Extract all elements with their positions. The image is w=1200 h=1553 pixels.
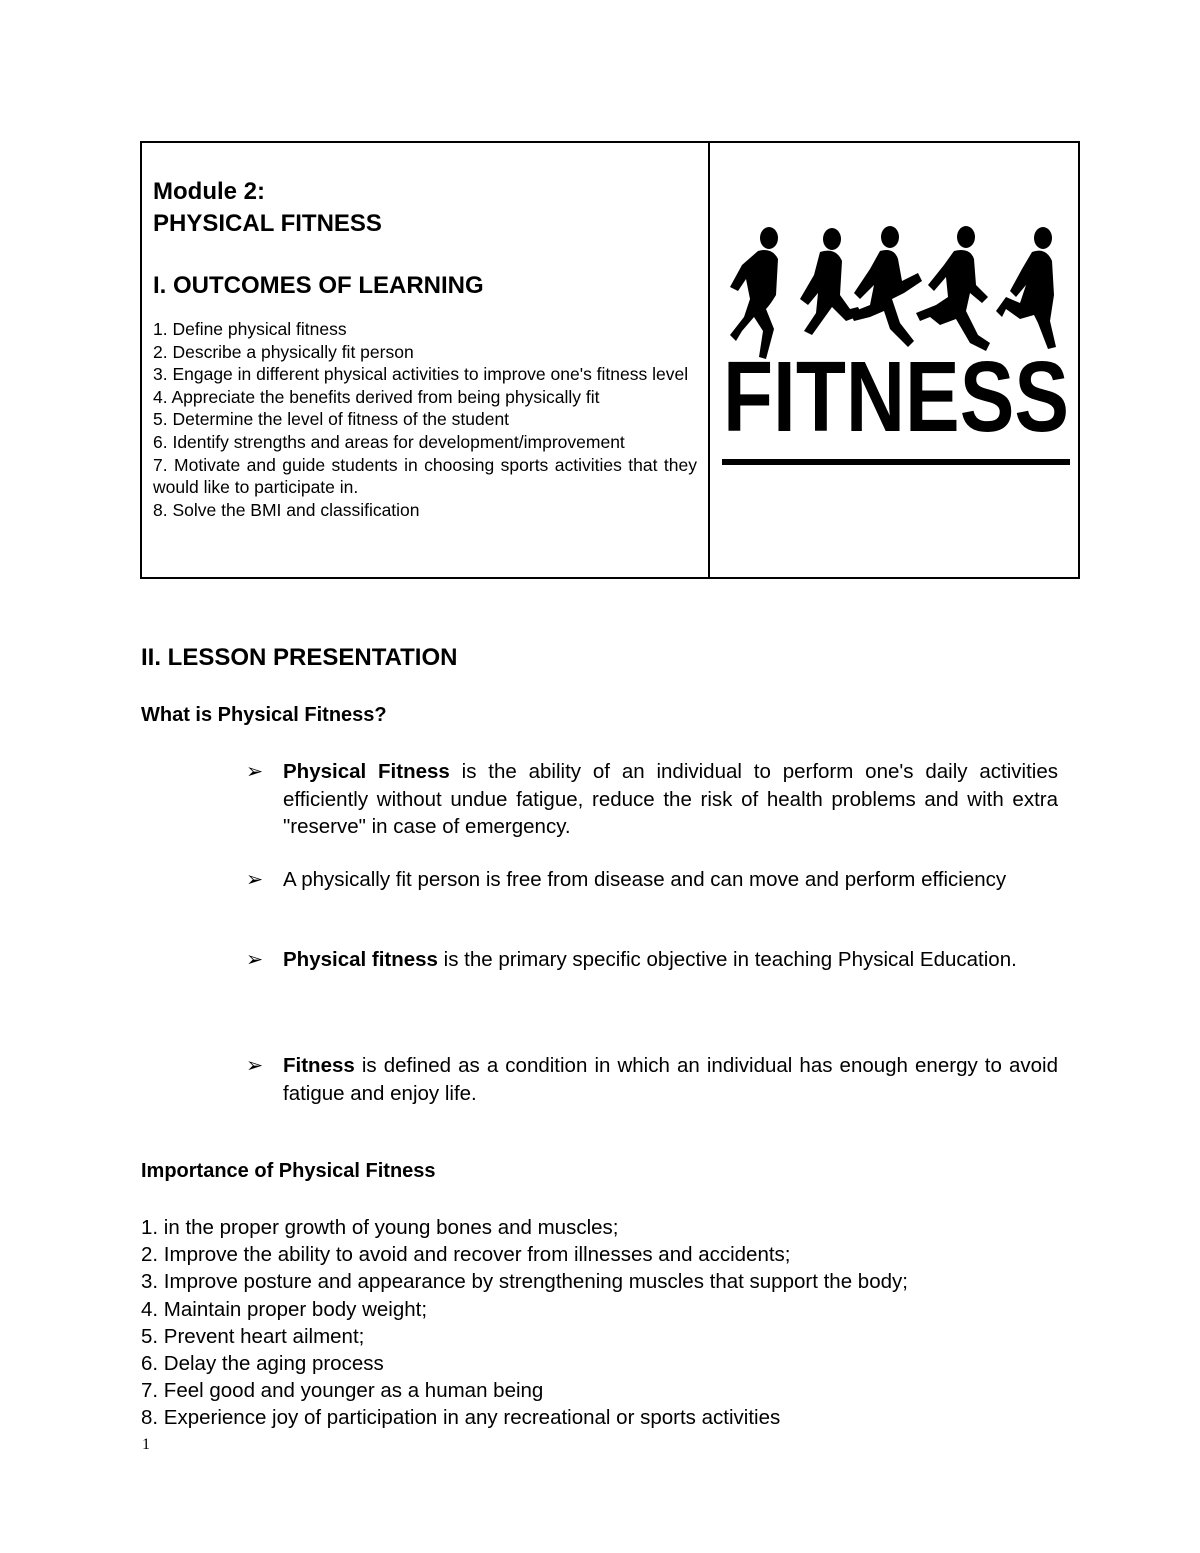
lesson-heading: II. LESSON PRESENTATION [141, 644, 458, 671]
underline-bar [722, 459, 1070, 465]
importance-item: 8. Experience joy of participation in any recreational or sports activities [141, 1406, 781, 1430]
definition-bullet [246, 1052, 1058, 1107]
outcome-item: 4. Appreciate the benefits derived from being physically fit [153, 386, 600, 407]
question-heading: What is Physical Fitness? [141, 704, 387, 726]
importance-list [141, 1214, 908, 1432]
bullet-text: is the primary specific objective in teaching Physical Education. [437, 948, 1017, 971]
outcome-item: 6. Identify strengths and areas for development/improvement [153, 431, 625, 452]
outcome-item: 5. Determine the level of fitness of the student [153, 409, 510, 430]
bullet-text: is defined as a condition in which an individual has enough energy to avoid fatigue and enjoy life. [283, 1054, 1058, 1105]
importance-item: 3. Improve posture and appearance by strengthening muscles that support the body; [141, 1270, 908, 1294]
fitness-wordmark: FITNESS [723, 341, 1069, 453]
bullet-text: is the ability of an individual to perform one's daily activities efficiently without undue fatigue, reduce the risk of health problems and with extra "reserve" in case of emergency. [283, 760, 1058, 838]
column-divider [708, 143, 710, 577]
fitness-runners-illustration [720, 225, 1072, 471]
importance-item: 2. Improve the ability to avoid and recover from illnesses and accidents; [141, 1243, 791, 1267]
outcomes-heading: I. OUTCOMES OF LEARNING [153, 272, 484, 299]
definition-bullet [246, 866, 1058, 894]
outcome-item: 8. Solve the BMI and classification [153, 499, 420, 520]
outcome-item: 2. Describe a physically fit person [153, 341, 414, 362]
runner-icon [730, 227, 778, 359]
importance-item: 7. Feel good and younger as a human being [141, 1379, 544, 1403]
arrow-bullet-icon: ➢ [246, 1054, 264, 1077]
runner-icon [850, 226, 922, 347]
arrow-bullet-icon: ➢ [246, 868, 264, 891]
bullet-text: A physically fit person is free from disease and can move and perform efficiency [283, 868, 1007, 891]
importance-item: 4. Maintain proper body weight; [141, 1297, 428, 1321]
bullet-bold-term: Fitness [283, 1054, 355, 1077]
bullet-bold-term: Physical fitness [283, 948, 438, 971]
definition-bullet [246, 946, 1058, 974]
runner-icon [800, 228, 862, 335]
arrow-bullet-icon: ➢ [246, 760, 264, 783]
module-subtitle: PHYSICAL FITNESS [153, 210, 382, 237]
bullet-bold-term: Physical Fitness [283, 760, 450, 783]
importance-item: 6. Delay the aging process [141, 1352, 384, 1376]
module-info [153, 176, 697, 521]
outcomes-list [153, 318, 697, 521]
definition-bullet [246, 758, 1058, 841]
page-number: 1 [142, 1436, 150, 1453]
importance-heading: Importance of Physical Fitness [141, 1160, 436, 1182]
arrow-bullet-icon: ➢ [246, 948, 264, 971]
outcome-item: 3. Engage in different physical activities to improve one's fitness level [153, 364, 689, 385]
module-title: Module 2: [153, 178, 265, 205]
importance-item: 5. Prevent heart ailment; [141, 1324, 365, 1348]
runner-icon [916, 226, 990, 351]
runner-icon [996, 227, 1056, 349]
importance-item: 1. in the proper growth of young bones and muscles; [141, 1216, 619, 1239]
outcome-item: 1. Define physical fitness [153, 319, 347, 339]
module-header-box [140, 141, 1080, 579]
outcome-item: 7. Motivate and guide students in choosing sports activities that they would like to participate in. [153, 454, 697, 498]
